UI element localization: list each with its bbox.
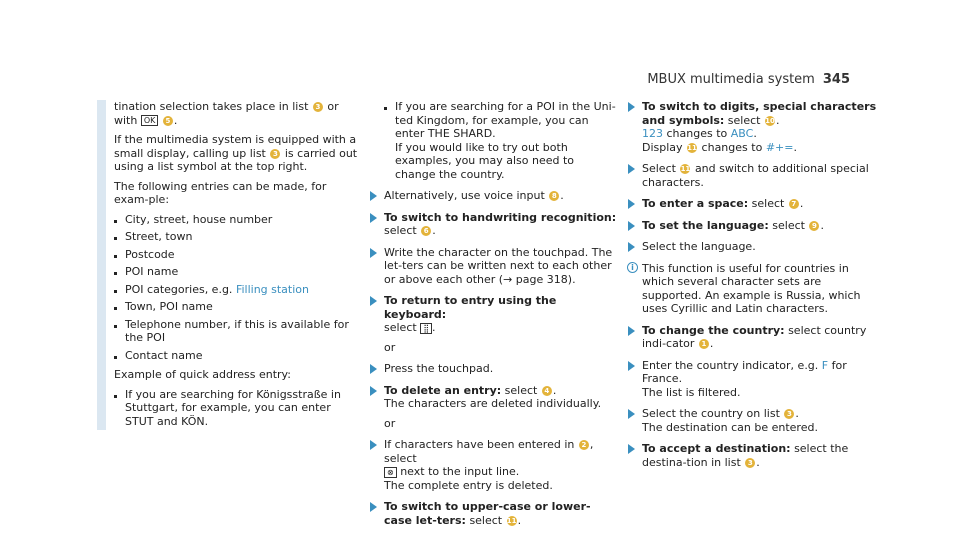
step-arrow-icon (628, 242, 635, 252)
list-item: Postcode (114, 248, 359, 262)
callout-number: 2 (579, 440, 589, 450)
callout-number: 11 (506, 516, 517, 525)
step-arrow-icon (628, 444, 635, 454)
callout-number: 10 (765, 116, 775, 125)
step: To return to entry using the keyboard: select ⣿ . (384, 294, 617, 335)
or-text: or (384, 340, 396, 354)
step: To switch to digits, special characters and symbols: select 10. 123 changes to ABC. Display 11 changes to #+=. (642, 100, 880, 154)
step-arrow-icon (370, 213, 377, 223)
ok-key-icon: OK (141, 115, 159, 126)
callout-number: 3 (784, 409, 794, 419)
callout-number: 5 (163, 116, 173, 126)
step-arrow-icon (628, 164, 635, 174)
callout-number: 11 (687, 143, 697, 152)
list-item: If you are searching for a POI in the Uni-ted Kingdom, for example, you can enter THE SHARD. If you would like to try out both examples, you may also need to change the country. (384, 100, 617, 181)
page-number: 345 (822, 72, 850, 87)
callout-number: 8 (549, 191, 559, 201)
step-arrow-icon (628, 221, 635, 231)
step: Write the character on the touchpad. The let-ters can be written next to each other or above each other (→ page 318). (384, 246, 617, 287)
info-note: i This function is useful for countries in which several character sets are supported. An example is Russia, which uses Cyrillic and Latin characters. (642, 262, 880, 316)
step: Select 11 and switch to additional special characters. (642, 162, 880, 189)
column-bar (97, 100, 106, 430)
list-item: POI name (114, 265, 359, 279)
paragraph: The following entries can be made, for exam-ple: (114, 179, 327, 206)
step: To switch to handwriting recognition: select 6 . (384, 211, 617, 238)
list-item: POI categories, e.g. Filling station (114, 283, 359, 297)
step: To enter a space: select 7 . (642, 197, 880, 211)
callout-number: 9 (809, 221, 819, 231)
or-text: or (384, 416, 396, 430)
step: Alternatively, use voice input 8 . (384, 189, 617, 203)
column-1 (97, 100, 359, 430)
step: Select the language. (642, 240, 880, 254)
list-item: Town, POI name (114, 300, 359, 314)
bullet-list (114, 213, 359, 363)
delete-key-icon: ⊗ (384, 467, 397, 478)
step: Press the touchpad. (384, 362, 617, 376)
list-item: If you are searching for Königsstraße in Stuttgart, for example, you can enter STUT and KÖN. (114, 388, 359, 429)
step: To change the country: select country indi-cator 1 . (642, 324, 880, 351)
step-arrow-icon (628, 326, 635, 336)
step: If characters have been entered in 2 , select ⊗ next to the input line. The complete entry is deleted. (384, 438, 617, 492)
list-item: Contact name (114, 349, 359, 363)
step: Enter the country indicator, e.g. F for France. The list is filtered. (642, 359, 880, 400)
filling-station-link[interactable]: Filling station (235, 282, 309, 296)
step-arrow-icon (370, 440, 377, 450)
step-arrow-icon (370, 191, 377, 201)
step-arrow-icon (370, 296, 377, 306)
step-arrow-icon (628, 361, 635, 371)
column-2 (367, 100, 617, 533)
step-arrow-icon (628, 199, 635, 209)
callout-number: 7 (789, 199, 799, 209)
callout-number: 11 (680, 165, 691, 173)
paragraph: tination selection takes place in list 3 or with OK 5 . (114, 100, 339, 127)
step-arrow-icon (628, 102, 635, 112)
paragraph: If the multimedia system is equipped with a small display, calling up list 3 is carried out using a list symbol at the top right. (114, 133, 358, 173)
list-item: City, street, house number (114, 213, 359, 227)
step: To set the language: select 9 . (642, 219, 880, 233)
step-arrow-icon (370, 386, 377, 396)
step-arrow-icon (370, 364, 377, 374)
callout-number: 6 (421, 226, 431, 236)
keyboard-icon: ⣿ (420, 323, 432, 334)
manual-title: MBUX multimedia system (647, 72, 815, 87)
paragraph: Example of quick address entry: (114, 368, 291, 381)
step: Select the country on list 3 . The destination can be entered. (642, 407, 880, 434)
callout-number: 3 (313, 102, 323, 112)
list-item: Telephone number, if this is available for the POI (114, 318, 359, 345)
step: To accept a destination: select the destina-tion in list 3 . (642, 442, 880, 469)
step-arrow-icon (370, 502, 377, 512)
info-icon: i (627, 262, 638, 273)
step-arrow-icon (628, 409, 635, 419)
column-3 (625, 100, 880, 475)
callout-number: 4 (542, 386, 552, 396)
step-arrow-icon (370, 248, 377, 258)
callout-number: 1 (699, 339, 709, 349)
list-item: Street, town (114, 230, 359, 244)
callout-number: 3 (745, 458, 755, 468)
step: To delete an entry: select 4 . The characters are deleted individually. (384, 384, 617, 411)
callout-number: 3 (270, 149, 280, 159)
step: To switch to upper-case or lower-case let-ters: select 11. (384, 500, 617, 527)
page-header (647, 72, 850, 87)
